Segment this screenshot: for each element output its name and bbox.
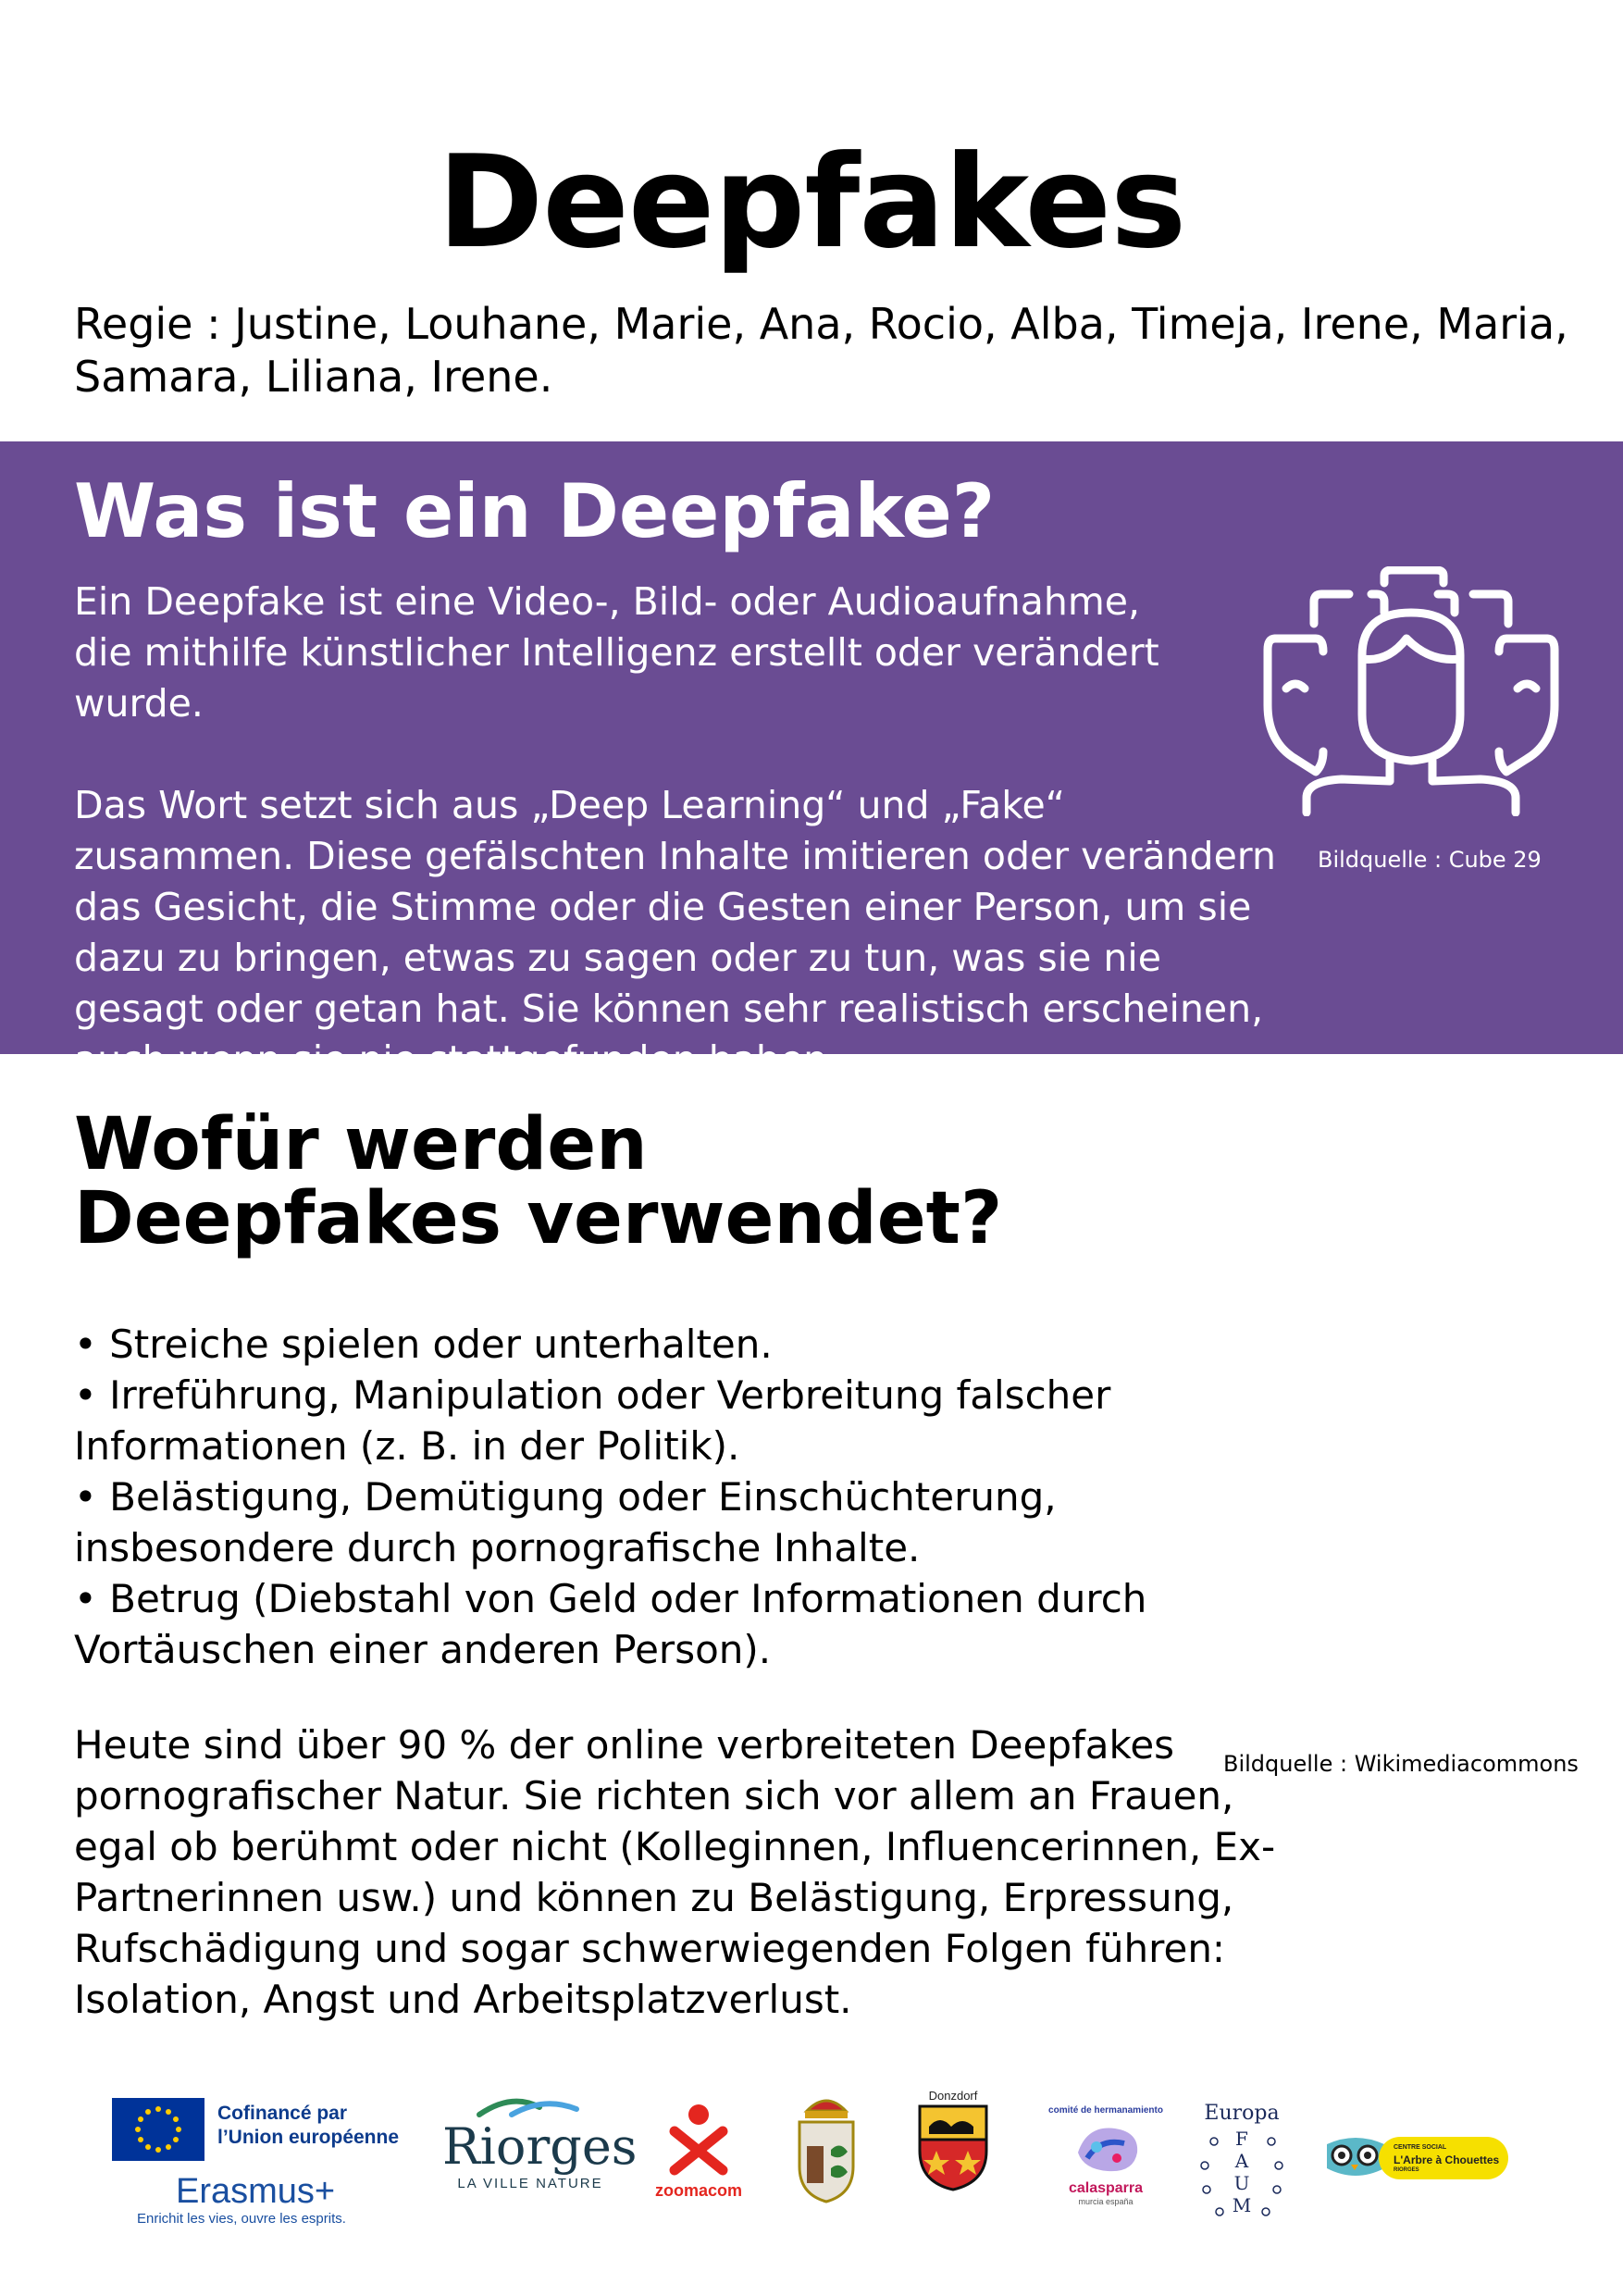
- uses-heading: [74, 1103, 1003, 1260]
- eu-flag-icon: [112, 2098, 204, 2161]
- calasparra-twinning-logo: [1041, 2105, 1171, 2206]
- erasmus-tagline: Enrichit les vies, ouvre les esprits.: [137, 2211, 346, 2227]
- list-item: • Irreführung, Manipulation oder Verbreitung falscher Informationen (z. B. in der Politik).: [74, 1370, 1277, 1471]
- list-item: • Belästigung, Demütigung oder Einschüchterung, insbesondere durch pornografische Inhalte.: [74, 1471, 1277, 1573]
- page-title: Deepfakes: [437, 128, 1186, 277]
- europa-letter: F: [1235, 2128, 1248, 2150]
- europa-letter: A: [1234, 2150, 1249, 2172]
- riorges-name: Riorges: [442, 2117, 638, 2176]
- erasmus-logo: Erasmus+: [176, 2172, 336, 2211]
- eu-cofunding-logo: [217, 2102, 399, 2150]
- zoomacom-figure-icon: [662, 2102, 736, 2176]
- donzdorf-name: Donzdorf: [928, 2089, 978, 2103]
- image-credit-wikimedia: Bildquelle : Wikimediacommons: [1223, 1751, 1579, 1777]
- zoomacom-logo: [643, 2102, 754, 2201]
- europa-title: Europa: [1204, 2102, 1280, 2125]
- europa-faum-logo: [1186, 2102, 1297, 2222]
- europa-letter: U: [1233, 2172, 1250, 2194]
- riorges-leaf-icon: [475, 2096, 586, 2120]
- definition-paragraph: [74, 577, 1295, 729]
- partner-logos: [0, 2087, 1623, 2235]
- arbre-name: L'Arbre à Chouettes: [1394, 2153, 1500, 2166]
- list-item: • Streiche spielen oder unterhalten.: [74, 1319, 1277, 1370]
- explanation-paragraph: Das Wort setzt sich aus „Deep Learning“ und „Fake“ zusammen. Diese gefälschten Inhalte imitieren oder verändern das Gesicht, die Stimme oder die Gesten einer Person, um sie dazu zu bringen, etwas zu sagen oder zu tun, was sie nie gesagt oder getan hat. Sie können sehr realistisch erscheinen, auch wenn sie nie stattgefunden haben.: [74, 783, 1276, 1082]
- uses-heading-line-1: Wofür werden: [74, 1103, 648, 1186]
- definition-line-1: Ein Deepfake ist eine Video-, Bild- oder Audioaufnahme,: [74, 579, 1141, 624]
- definition-line-2: die mithilfe künstlicher Intelligenz erstellt oder verändert wurde.: [74, 630, 1159, 726]
- eu-line-1: Cofinancé par: [217, 2103, 348, 2124]
- director-credits: Regie : Justine, Louhane, Marie, Ana, Rocio, Alba, Timeja, Irene, Maria, Samara, Liliana, Irene.: [74, 299, 1568, 402]
- arbre-a-chouettes-logo: [1323, 2135, 1513, 2183]
- riorges-subtitle: LA VILLE NATURE: [457, 2176, 603, 2191]
- uses-heading-line-2: Deepfakes verwendet?: [74, 1177, 1003, 1260]
- riorges-logo: [442, 2098, 638, 2191]
- calasparra-coat-of-arms-icon: [794, 2094, 859, 2205]
- list-item: • Betrug (Diebstahl von Geld oder Informationen durch Vortäuschen einer anderen Person).: [74, 1573, 1277, 1675]
- eu-line-2: l’Union européenne: [217, 2127, 400, 2148]
- image-credit-cube29: Bildquelle : Cube 29: [1318, 847, 1542, 873]
- calasparra-committee: comité de hermanamiento: [1048, 2105, 1163, 2116]
- europa-stars-icon: [1186, 2125, 1297, 2227]
- europe-map-icon: [1059, 2116, 1152, 2180]
- zoomacom-name: zoomacom: [654, 2181, 743, 2200]
- calasparra-region: murcia españa: [1078, 2197, 1134, 2206]
- arbre-label-small: CENTRE SOCIAL: [1394, 2144, 1447, 2151]
- arbre-city: RIORGES: [1394, 2167, 1419, 2173]
- statistics-paragraph: Heute sind über 90 % der online verbreiteten Deepfakes pornografischer Natur. Sie richten sich vor allem an Frauen, egal ob berühmt oder nicht (Kolleginnen, Influencerinnen, Ex-Partnerinnen usw.) und können zu Belästigung, Erpressung, Rufschädigung und sogar schwerwiegenden Folgen führen: Isolation, Angst und Arbeitsplatzverlust.: [74, 1722, 1276, 2022]
- faces-masks-icon: [1258, 566, 1564, 816]
- what-is-deepfake-section: [0, 441, 1623, 1082]
- europa-letter: M: [1232, 2194, 1252, 2216]
- uses-list: [74, 1319, 1277, 1675]
- donzdorf-shield-icon: [916, 2103, 990, 2191]
- what-is-text: [74, 577, 1295, 1086]
- calasparra-name: calasparra: [1068, 2180, 1144, 2196]
- donzdorf-logo: [907, 2089, 999, 2195]
- what-is-heading: Was ist ein Deepfake?: [74, 468, 996, 554]
